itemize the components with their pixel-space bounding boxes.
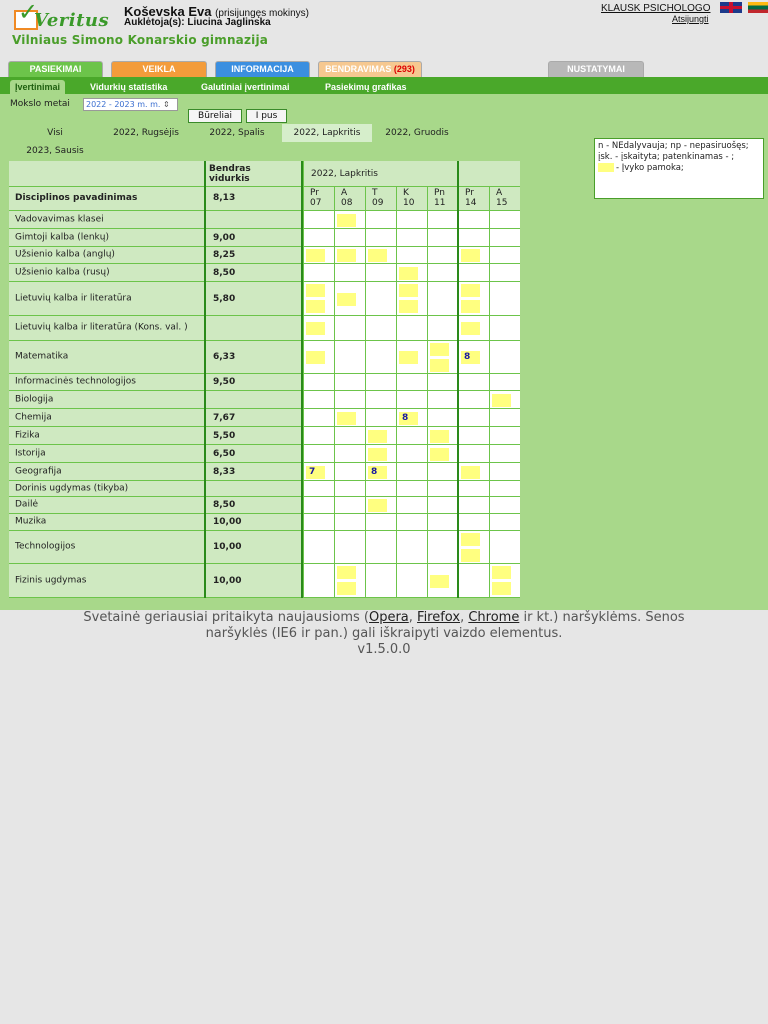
avg-column-header [206,161,302,186]
grade-cell[interactable] [397,211,427,228]
day-of-week: T [372,188,378,198]
footer-text-2: ir kt.) naršyklėms. Senos [519,610,685,625]
lesson-marker[interactable] [399,300,418,313]
grade-cell[interactable] [304,427,334,444]
lesson-marker[interactable] [461,533,480,546]
grade-value[interactable]: 7 [309,467,316,477]
grade-cell[interactable] [335,341,365,373]
logout-link[interactable]: Atsijungti [672,14,709,24]
grade-value[interactable]: 8 [464,352,471,362]
grade-cell[interactable] [335,264,365,281]
month-rugsejis[interactable]: 2022, Rugsėjis [113,128,179,138]
column-divider [301,161,303,598]
grade-cell[interactable] [428,229,458,246]
lt-flag-icon[interactable] [748,2,768,13]
subject-column-header-text: Disciplinos pavadinimas [15,193,138,203]
grade-cell[interactable] [397,391,427,408]
grade-cell[interactable] [366,341,396,373]
chrome-link[interactable]: Chrome [468,610,520,625]
lesson-marker[interactable] [306,284,325,297]
day-of-week: A [341,188,348,198]
grade-cell[interactable] [459,409,489,426]
day-header [304,187,334,210]
grade-cell[interactable] [304,229,334,246]
grade-cell[interactable] [428,514,458,530]
subtab-pasiekimu-grafikas[interactable]: Pasiekimų grafikas [325,82,407,92]
lesson-marker[interactable] [337,249,356,262]
month-column-header [304,161,520,186]
grade-cell[interactable] [366,374,396,390]
subject-average-cell [206,497,302,513]
day-number: 10 [403,198,415,208]
avg-column-header-text: Bendras vidurkis [209,164,251,184]
subject-average: 10,00 [213,575,242,586]
lesson-marker[interactable] [337,214,356,227]
grade-cell[interactable] [490,481,520,496]
subject-average-cell [206,391,302,408]
subject-name: Dorinis ugdymas (tikyba) [15,483,129,493]
footer-line-1: Svetainė geriausiai pritaikyta naujausioms (Opera, Firefox, Chrome ir kt.) naršyklėms. Senos [83,610,685,625]
grade-cell[interactable] [304,531,334,563]
subject-average-cell [206,374,302,390]
subject-average-cell [206,463,302,480]
grade-cell[interactable] [304,445,334,462]
user-name-text: Koševska Eva [124,4,212,19]
grade-cell[interactable] [459,564,489,597]
grade-cell[interactable] [397,514,427,530]
sub-tab-bar [0,77,768,94]
grade-cell[interactable] [335,481,365,496]
grade-cell[interactable] [428,316,458,340]
subject-name: Technologijos [15,541,76,552]
subject-name: Lietuvių kalba ir literatūra [15,293,132,303]
subject-name: Istorija [15,448,46,458]
grade-cell[interactable] [428,247,458,263]
grade-cell[interactable] [366,391,396,408]
grade-cell[interactable] [459,229,489,246]
lesson-marker[interactable] [306,322,325,335]
veritus-logo[interactable] [12,0,110,32]
subject-name-cell [9,445,204,462]
grade-cell[interactable] [490,497,520,513]
column-divider [457,161,459,598]
grade-cell[interactable] [428,374,458,390]
subject-name-cell [9,497,204,513]
grade-cell[interactable] [428,497,458,513]
lesson-marker[interactable] [492,582,511,595]
grade-cell[interactable] [335,463,365,480]
grade-cell[interactable] [490,229,520,246]
lesson-marker[interactable] [337,412,356,425]
grade-cell[interactable] [490,463,520,480]
lesson-marker[interactable] [337,582,356,595]
lesson-marker[interactable] [399,267,418,280]
grade-cell[interactable] [397,531,427,563]
logo-text: Veritus [34,10,110,31]
lesson-marker[interactable] [492,566,511,579]
subject-name-cell [9,463,204,480]
select-arrows-icon: ⇕ [163,100,170,109]
subject-name: Chemija [15,412,52,422]
subtab-vidurkiu-statistika[interactable]: Vidurkių statistika [90,82,168,92]
teacher-name: Auklėtoja(s): Liucina Jaglinska [124,17,271,28]
lesson-marker[interactable] [430,430,449,443]
grade-cell[interactable] [428,531,458,563]
grade-cell[interactable] [459,391,489,408]
grade-cell[interactable] [397,481,427,496]
year-select-value: 2022 - 2023 m. m. [86,100,161,109]
grade-cell[interactable] [490,247,520,263]
year-select[interactable] [83,98,178,111]
grade-cell[interactable] [490,427,520,444]
subject-name: Dailė [15,499,38,510]
day-of-week: Pr [465,188,474,198]
lesson-marker[interactable] [306,249,325,262]
checkmark-icon: ✓ [18,0,39,26]
subject-average-cell [206,211,302,228]
day-number: 09 [372,198,384,208]
subject-name-cell [9,564,204,597]
grade-cell[interactable] [490,211,520,228]
lesson-marker[interactable] [461,284,480,297]
subject-average-cell [206,531,302,563]
user-role: (prisijungęs mokinys) [215,8,309,19]
subject-name: Informacinės technologijos [15,376,136,387]
day-of-week: Pr [310,188,319,198]
subject-average: 8,50 [213,500,236,510]
grade-cell[interactable] [428,391,458,408]
grade-cell[interactable] [366,481,396,496]
subject-name-cell [9,247,204,263]
grade-cell[interactable] [397,374,427,390]
legend-line-1: n - NEdalyvauja; np - nepasiruošęs; [598,141,749,151]
footer-line-2: naršyklės (IE6 ir pan.) gali iškraipyti vaizdo elementus. [205,626,563,641]
month-sausis[interactable]: 2023, Sausis [26,146,84,156]
overall-average-value: 8,13 [213,193,236,203]
uk-flag-icon[interactable] [720,2,742,13]
grade-cell[interactable] [335,497,365,513]
subject-average: 5,80 [213,293,236,304]
subject-name: Gimtoji kalba (lenkų) [15,232,109,242]
day-header [428,187,458,210]
lesson-marker[interactable] [337,293,356,306]
subject-name: Biologija [15,394,54,404]
subject-average: 8,50 [213,267,236,278]
grade-cell[interactable] [490,316,520,340]
main-tabs [0,61,768,78]
tab-veikla[interactable]: VEIKLA [111,61,207,77]
grade-cell[interactable] [428,409,458,426]
tab-informacija[interactable]: INFORMACIJA [215,61,310,77]
grade-cell[interactable] [490,531,520,563]
subject-average: 9,00 [213,232,236,243]
grade-cell[interactable] [304,564,334,597]
grade-cell[interactable] [459,211,489,228]
grade-cell[interactable] [490,341,520,373]
lesson-marker[interactable] [461,549,480,562]
grade-value[interactable]: 8 [371,467,378,477]
grade-cell[interactable] [490,264,520,281]
lesson-marker[interactable] [337,566,356,579]
grade-cell[interactable] [428,211,458,228]
lesson-swatch-icon [598,163,614,172]
lesson-marker[interactable] [368,448,387,461]
subject-average-cell [206,445,302,462]
subject-average-cell [206,282,302,315]
subject-name-cell [9,427,204,444]
day-number: 07 [310,198,322,208]
subject-average: 10,00 [213,542,242,552]
grade-cell[interactable] [459,481,489,496]
grade-cell[interactable] [335,445,365,462]
grade-cell[interactable] [459,427,489,444]
school-name: Vilniaus Simono Konarskio gimnazija [12,33,269,47]
opera-link[interactable]: Opera [368,610,409,625]
month-visi[interactable]: Visi [47,128,63,138]
grade-cell[interactable] [397,229,427,246]
lesson-marker[interactable] [399,351,418,364]
footer-text-1: Svetainė geriausiai pritaikyta naujausioms ( [83,610,369,625]
grade-cell[interactable] [397,564,427,597]
legend-line-2: įsk. - įskaityta; patenkinamas - ; [598,152,735,162]
subject-average: 6,33 [213,352,236,362]
subject-name: Lietuvių kalba ir literatūra (Kons. val. ) [15,322,188,333]
subject-average: 10,00 [213,517,242,527]
subject-average: 6,50 [213,448,236,459]
subject-name: Užsienio kalba (rusų) [15,267,110,277]
grade-cell[interactable] [428,264,458,281]
lesson-marker[interactable] [306,300,325,313]
lesson-marker[interactable] [492,394,511,407]
grade-cell[interactable] [366,514,396,530]
day-header [459,187,489,210]
subject-column-header [9,187,204,210]
grade-cell[interactable] [366,282,396,315]
lesson-marker[interactable] [399,284,418,297]
grade-cell[interactable] [304,481,334,496]
grade-cell[interactable] [459,445,489,462]
subject-name-cell [9,481,204,496]
lesson-marker[interactable] [430,448,449,461]
subject-average-cell [206,564,302,597]
grade-cell[interactable] [459,514,489,530]
grade-cell[interactable] [366,564,396,597]
subject-name-cell [9,211,204,228]
subject-name: Matematika [15,351,69,362]
subject-name: Vadovavimas klasei [15,214,104,224]
subject-name-cell [9,391,204,408]
bureliai-button[interactable]: Būreliai [188,109,242,123]
subject-name: Muzika [15,516,47,527]
grade-cell[interactable] [490,282,520,315]
legend-line-3-text: - Įvyko pamoka; [616,163,684,173]
subject-average: 8,25 [213,250,236,260]
overall-average [206,187,302,210]
grade-cell[interactable] [490,514,520,530]
grade-cell[interactable] [335,531,365,563]
lesson-marker[interactable] [430,359,449,372]
subject-average-cell [206,316,302,340]
grade-cell[interactable] [397,247,427,263]
month-column-header-text: 2022, Lapkritis [311,169,378,179]
grade-cell[interactable] [428,481,458,496]
grade-cell[interactable] [335,514,365,530]
subject-average-cell [206,247,302,263]
tab-pasiekimai[interactable]: PASIEKIMAI [8,61,103,77]
grade-cell[interactable] [335,391,365,408]
grades-table [9,161,520,598]
firefox-link[interactable]: Firefox [417,610,461,625]
lesson-marker[interactable] [461,466,480,479]
subject-name-cell [9,374,204,390]
grade-cell[interactable] [490,374,520,390]
subject-name-cell [9,341,204,373]
subject-name-cell [9,514,204,530]
grade-cell[interactable] [366,264,396,281]
month-lapkritis[interactable]: 2022, Lapkritis [282,124,372,142]
subtab-galutiniai-ivertinimai[interactable]: Galutiniai įvertinimai [201,82,290,92]
subtab-ivertinimai[interactable]: Įvertinimai [10,80,65,94]
psychologist-link[interactable]: KLAUSK PSICHOLOGO [601,3,711,14]
day-of-week: K [403,188,409,198]
day-number: 11 [434,198,446,208]
grade-cell[interactable] [397,463,427,480]
header-blank-cell [9,161,204,186]
subject-average: 7,67 [213,412,236,423]
subject-average-cell [206,481,302,496]
subject-name-cell [9,316,204,340]
subject-name-cell [9,409,204,426]
lesson-marker[interactable] [306,351,325,364]
grade-cell[interactable] [459,374,489,390]
subject-name: Užsienio kalba (anglų) [15,249,115,260]
grade-cell[interactable] [304,514,334,530]
subject-name: Fizika [15,430,40,440]
year-label: Mokslo metai [10,99,70,109]
day-number: 08 [341,198,353,208]
tab-bendravimas[interactable] [318,61,422,77]
grade-cell[interactable] [459,497,489,513]
legend-box [594,138,764,199]
subject-average-cell [206,341,302,373]
grade-cell[interactable] [366,531,396,563]
grade-cell[interactable] [335,229,365,246]
subject-average: 5,50 [213,430,236,441]
grade-value[interactable]: 8 [402,413,409,423]
subject-name-cell [9,531,204,563]
message-count-badge: (293) [393,64,415,74]
lesson-marker[interactable] [368,430,387,443]
day-number: 14 [465,198,477,208]
subject-name-cell [9,264,204,281]
grade-cell[interactable] [490,445,520,462]
grade-cell[interactable] [397,445,427,462]
grade-cell[interactable] [490,409,520,426]
version-text: v1.5.0.0 [357,642,411,657]
grade-cell[interactable] [304,497,334,513]
subject-average-cell [206,514,302,530]
day-of-week: Pn [434,188,445,198]
subject-average-cell [206,409,302,426]
subject-name-cell [9,229,204,246]
subject-average-cell [206,229,302,246]
subject-average: 8,33 [213,466,236,477]
day-header [335,187,365,210]
grade-cell[interactable] [366,409,396,426]
grade-cell[interactable] [304,374,334,390]
grade-cell[interactable] [335,427,365,444]
grade-cell[interactable] [335,316,365,340]
lesson-marker[interactable] [461,300,480,313]
legend-line-3 [598,163,760,174]
lesson-marker[interactable] [461,249,480,262]
grade-cell[interactable] [397,316,427,340]
lesson-marker[interactable] [368,249,387,262]
grade-cell[interactable] [397,427,427,444]
grade-cell[interactable] [397,497,427,513]
grade-cell[interactable] [459,264,489,281]
subject-name: Geografija [15,466,62,476]
day-of-week: A [496,188,503,198]
tab-nustatymai[interactable]: NUSTATYMAI [548,61,644,77]
month-spalis[interactable]: 2022, Spalis [209,128,265,138]
lesson-marker[interactable] [430,575,449,588]
grade-cell[interactable] [366,229,396,246]
grade-cell[interactable] [304,391,334,408]
column-divider [204,161,206,598]
grade-cell[interactable] [304,264,334,281]
grade-cell[interactable] [304,409,334,426]
footer [0,610,768,658]
grade-cell[interactable] [366,211,396,228]
month-gruodis[interactable]: 2022, Gruodis [385,128,449,138]
day-header [366,187,396,210]
header [0,0,768,62]
day-number: 15 [496,198,508,208]
day-header [490,187,520,210]
grade-cell[interactable] [428,463,458,480]
lesson-marker[interactable] [430,343,449,356]
tab-bendravimas-label: BENDRAVIMAS [325,64,392,74]
subject-average: 9,50 [213,377,236,387]
grade-cell[interactable] [335,374,365,390]
grade-cell[interactable] [366,316,396,340]
day-header [397,187,427,210]
grade-cell[interactable] [428,282,458,315]
lesson-marker[interactable] [461,322,480,335]
subject-name: Fizinis ugdymas [15,575,87,585]
i-pus-button[interactable]: I pus [246,109,287,123]
subject-average-cell [206,427,302,444]
subject-name-cell [9,282,204,315]
subject-average-cell [206,264,302,281]
lesson-marker[interactable] [368,499,387,512]
grade-cell[interactable] [304,211,334,228]
